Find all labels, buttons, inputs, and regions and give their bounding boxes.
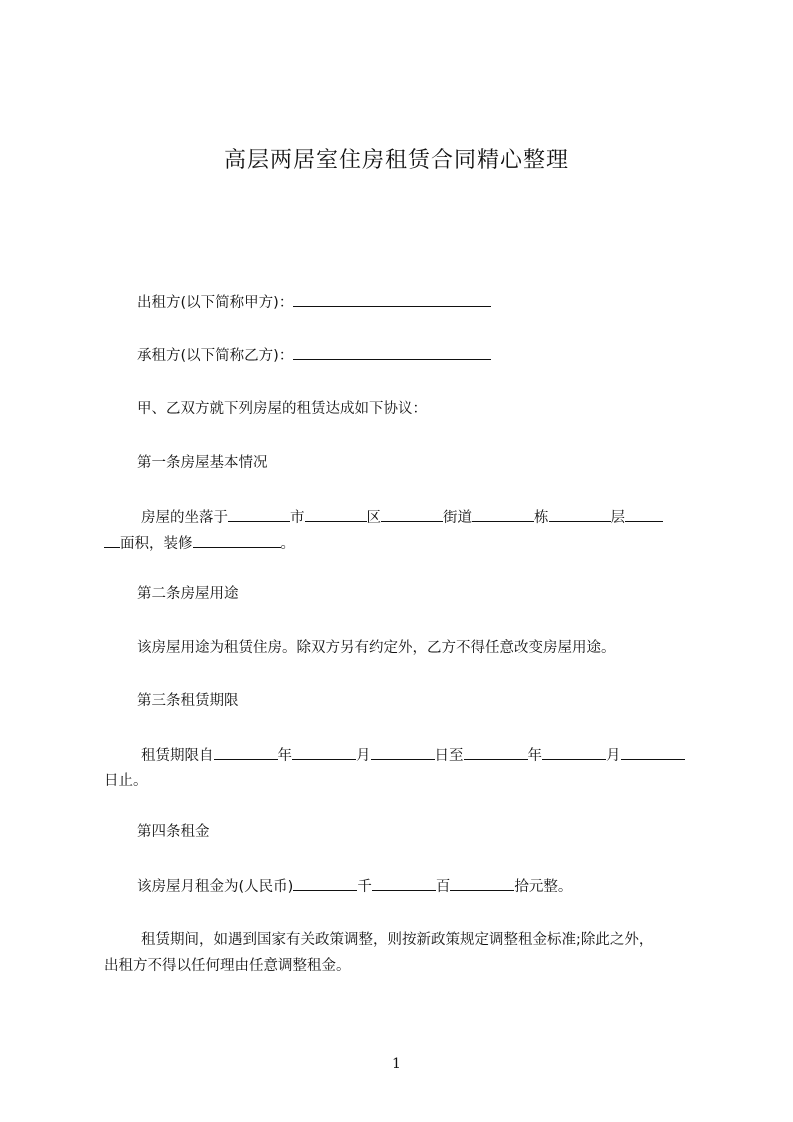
lessor-label: 出租方(以下简称甲方)： <box>137 295 294 311</box>
start-year-label: 年 <box>277 748 292 764</box>
district-blank <box>305 507 367 522</box>
end-year-blank <box>464 745 528 760</box>
article-2-heading: 第二条房屋用途 <box>137 586 239 602</box>
end-day-blank <box>621 745 685 760</box>
end-year-label: 年 <box>527 748 542 764</box>
floor-label: 层 <box>610 510 625 526</box>
document-title: 高层两居室住房租赁合同精心整理 <box>223 148 569 173</box>
lessor-blank <box>293 292 491 307</box>
article-1-area-line <box>104 533 295 554</box>
building-label: 栋 <box>534 510 549 526</box>
page-number: 1 <box>392 1056 401 1072</box>
thousand-blank <box>293 876 357 891</box>
article-3-term-line <box>141 745 685 766</box>
hundred-blank <box>372 876 436 891</box>
article-4-rent-line <box>137 876 572 897</box>
area-end: 。 <box>280 536 295 552</box>
article-3-end: 日止。 <box>104 773 148 789</box>
day-to-label: 日至 <box>434 748 464 764</box>
start-year-blank <box>214 745 278 760</box>
district-label: 区 <box>366 510 381 526</box>
street-blank <box>381 507 443 522</box>
location-prefix: 房屋的坐落于 <box>141 510 228 526</box>
area-blank <box>104 533 120 548</box>
rent-prefix: 该房屋月租金为(人民币) <box>137 879 294 895</box>
lessee-blank <box>293 345 491 360</box>
article-4-adjust-line1: 租赁期间，如遇到国家有关政策调整，则按新政策规定调整租金标准;除此之外， <box>141 932 654 948</box>
article-1-location-line <box>141 507 663 528</box>
rent-end: 拾元整。 <box>514 879 573 895</box>
area-label: 面积，装修 <box>120 536 193 552</box>
street-label: 街道 <box>443 510 472 526</box>
end-month-label: 月 <box>606 748 621 764</box>
thousand-label: 千 <box>357 879 372 895</box>
building-blank <box>472 507 534 522</box>
city-label: 市 <box>290 510 305 526</box>
article-1-heading: 第一条房屋基本情况 <box>137 455 268 471</box>
hundred-label: 百 <box>435 879 451 895</box>
article-2-text: 该房屋用途为租赁住房。除双方另有约定外，乙方不得任意改变房屋用途。 <box>137 640 616 656</box>
start-day-blank <box>371 745 435 760</box>
article-3-heading: 第三条租赁期限 <box>137 693 239 709</box>
city-blank <box>228 507 290 522</box>
lessee-line <box>137 345 491 366</box>
ten-blank <box>450 876 514 891</box>
article-4-adjust-line2: 出租方不得以任何理由任意调整租金。 <box>104 958 351 974</box>
start-month-blank <box>292 745 356 760</box>
decoration-blank <box>193 533 281 548</box>
term-prefix: 租赁期限自 <box>141 748 214 764</box>
floor-trailing-blank <box>625 507 663 522</box>
article-4-heading: 第四条租金 <box>137 824 210 840</box>
lessor-line <box>137 292 491 313</box>
intro-text: 甲、乙双方就下列房屋的租赁达成如下协议： <box>137 401 427 417</box>
lessee-label: 承租方(以下简称乙方)： <box>137 348 294 364</box>
start-month-label: 月 <box>356 748 371 764</box>
floor-blank <box>549 507 611 522</box>
end-month-blank <box>542 745 606 760</box>
